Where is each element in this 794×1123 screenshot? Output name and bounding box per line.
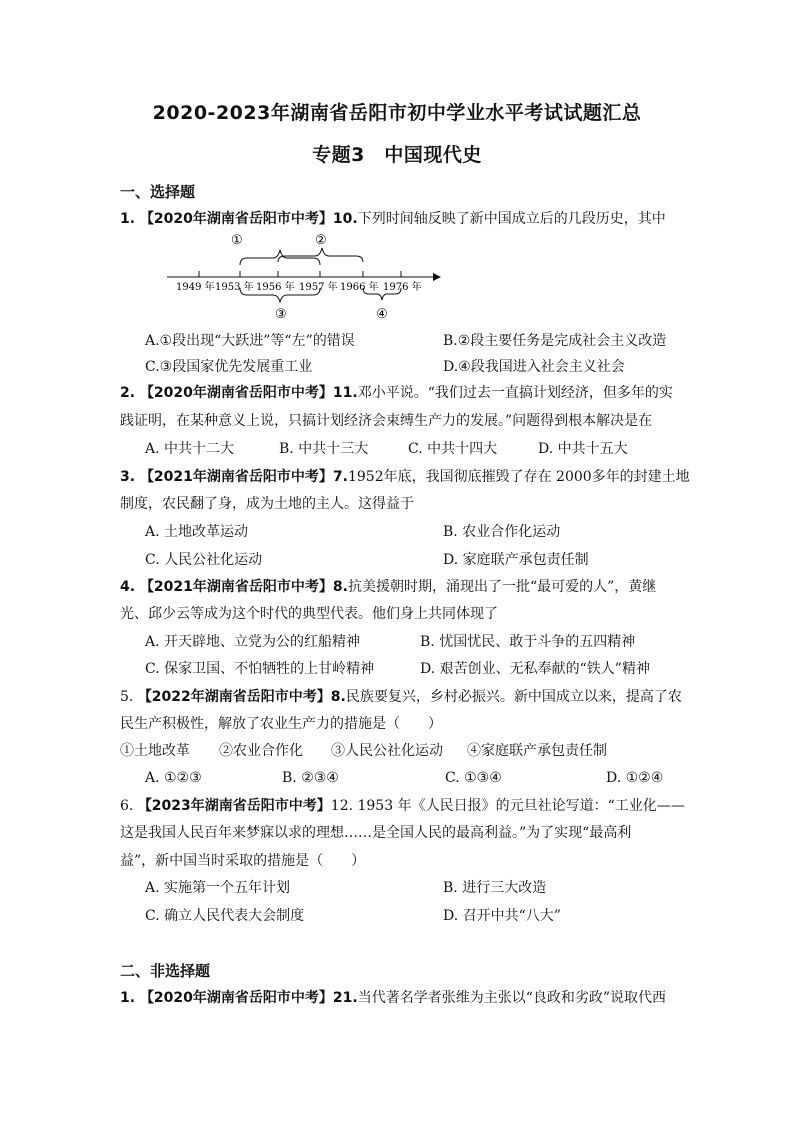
option-a[interactable]: A. 开天辟地、立党为公的红船精神 (145, 634, 361, 650)
timeline-year-label: 1957 年 (299, 282, 338, 293)
timeline-year-label: 1976 年 (383, 282, 422, 293)
option-a[interactable]: A. 中共十二大 (145, 441, 235, 457)
timeline-year-label: 1966 年 (340, 282, 379, 293)
question-text: 1952年底，我国彻底摧毁了存在 2000多年的封建土地 (347, 469, 690, 485)
option-d[interactable]: D. 召开中共“八大” (443, 908, 561, 924)
option-c[interactable]: C. 确立人民代表大会制度 (145, 908, 305, 924)
option-c[interactable]: C. ①③④ (445, 770, 502, 786)
question-text-continued: 民生产积极性，解放了农业生产力的措施是（ ） (120, 716, 442, 732)
option-b[interactable]: B.②段主要任务是完成社会主义改造 (443, 333, 667, 349)
question-text: 下列时间轴反映了新中国成立后的几段历史，其中 (357, 211, 666, 227)
option-d[interactable]: D. ①②④ (606, 770, 664, 786)
question-4 (120, 577, 656, 597)
option-b[interactable]: B. 忧国忧民、敢于斗争的五四精神 (420, 634, 636, 650)
section-heading-nonchoice: 二、非选择题 (120, 962, 211, 980)
question-source: 【2022年湖南省岳阳市中考】8. (137, 689, 346, 705)
question-text-continued: 益”，新中国当时采取的措施是（ ） (120, 853, 366, 869)
timeline-year-label: 1949 年 (176, 282, 215, 293)
question-text: 抗美援朝时期，涌现出了一批“最可爱的人”，黄继 (347, 579, 657, 595)
question-nonchoice-1 (120, 988, 666, 1008)
timeline-year-label: 1953 年 (215, 282, 254, 293)
option-a[interactable]: A.①段出现“大跃进”等“左”的错误 (145, 333, 355, 349)
question-text-continued: 光、邱少云等成为这个时代的典型代表。他们身上共同体现了 (120, 606, 498, 622)
question-text: 12. 1953 年《人民日报》的元旦社论写道：“工业化—— (330, 798, 685, 814)
question-text-continued: 制度，农民翻了身，成为土地的主人。这得益于 (120, 496, 414, 512)
timeline-mark-3: ③ (275, 307, 287, 322)
timeline-year-label: 1956 年 (256, 282, 295, 293)
question-text: 民族要复兴，乡村必振兴。新中国成立以来，提高了农 (345, 689, 682, 705)
page-title: 2020-2023年湖南省岳阳市初中学业水平考试试题汇总 (152, 102, 642, 124)
option-b[interactable]: B. ②③④ (282, 770, 339, 786)
question-number: 2. (120, 385, 140, 401)
question-source: 【2021年湖南省岳阳市中考】8. (139, 579, 348, 595)
question-source: 【2020年湖南省岳阳市中考】11. (139, 385, 358, 401)
question-number: 1. (120, 211, 140, 227)
timeline-mark-4: ④ (376, 307, 388, 322)
question-source: 【2021年湖南省岳阳市中考】7. (139, 469, 348, 485)
question-source: 【2023年湖南省岳阳市中考】 (137, 798, 331, 814)
section-heading-choice: 一、选择题 (120, 183, 196, 201)
question-3 (120, 467, 690, 487)
question-2 (120, 383, 673, 403)
option-d[interactable]: D. 艰苦创业、无私奉献的“铁人”精神 (420, 661, 650, 677)
option-d[interactable]: D. 中共十五大 (538, 441, 628, 457)
statement-item: ④家庭联产承包责任制 (467, 743, 607, 759)
option-c[interactable]: C. 人民公社化运动 (145, 552, 263, 568)
question-6 (120, 796, 685, 816)
question-text-continued: 践证明，在某种意义上说，只搞计划经济会束缚生产力的发展。”问题得到根本解决是在 (120, 413, 653, 429)
statement-item: ②农业合作化 (219, 743, 303, 759)
question-source: 【2020年湖南省岳阳市中考】21. (139, 990, 358, 1006)
question-number: 6. (120, 798, 138, 814)
option-b[interactable]: B. 进行三大改造 (443, 880, 547, 896)
question-number: 1. (120, 990, 140, 1006)
question-text: 当代著名学者张维为主张以“良政和劣政”说取代西 (357, 990, 667, 1006)
timeline-figure (165, 232, 445, 324)
option-c[interactable]: C. 中共十四大 (408, 441, 498, 457)
option-d[interactable]: D.④段我国进入社会主义社会 (443, 359, 625, 375)
question-text: 邓小平说。“我们过去一直搞计划经济，但多年的实 (357, 385, 673, 401)
question-5 (120, 687, 682, 707)
option-b[interactable]: B. 中共十三大 (279, 441, 369, 457)
page-subtitle: 专题3 中国现代史 (312, 144, 482, 166)
option-b[interactable]: B. 农业合作化运动 (443, 524, 561, 540)
timeline-mark-2: ② (315, 233, 327, 248)
option-a[interactable]: A. 实施第一个五年计划 (145, 880, 291, 896)
option-a[interactable]: A. ①②③ (145, 770, 202, 786)
statement-item: ③人民公社化运动 (331, 743, 443, 759)
question-text-continued: 这是我国人民百年来梦寐以求的理想……是全国人民的最高利益。”为了实现“最高利 (120, 825, 632, 841)
option-d[interactable]: D. 家庭联产承包责任制 (443, 552, 589, 568)
option-c[interactable]: C. 保家卫国、不怕牺牲的上甘岭精神 (145, 661, 375, 677)
timeline-mark-1: ① (231, 233, 243, 248)
statement-item: ①土地改革 (120, 743, 190, 759)
question-number: 4. (120, 579, 140, 595)
question-source: 【2020年湖南省岳阳市中考】10. (139, 211, 358, 227)
option-c[interactable]: C.③段国家优先发展重工业 (145, 359, 313, 375)
question-number: 5. (120, 689, 138, 705)
question-1 (120, 209, 666, 229)
option-a[interactable]: A. 土地改革运动 (145, 524, 249, 540)
question-number: 3. (120, 469, 140, 485)
